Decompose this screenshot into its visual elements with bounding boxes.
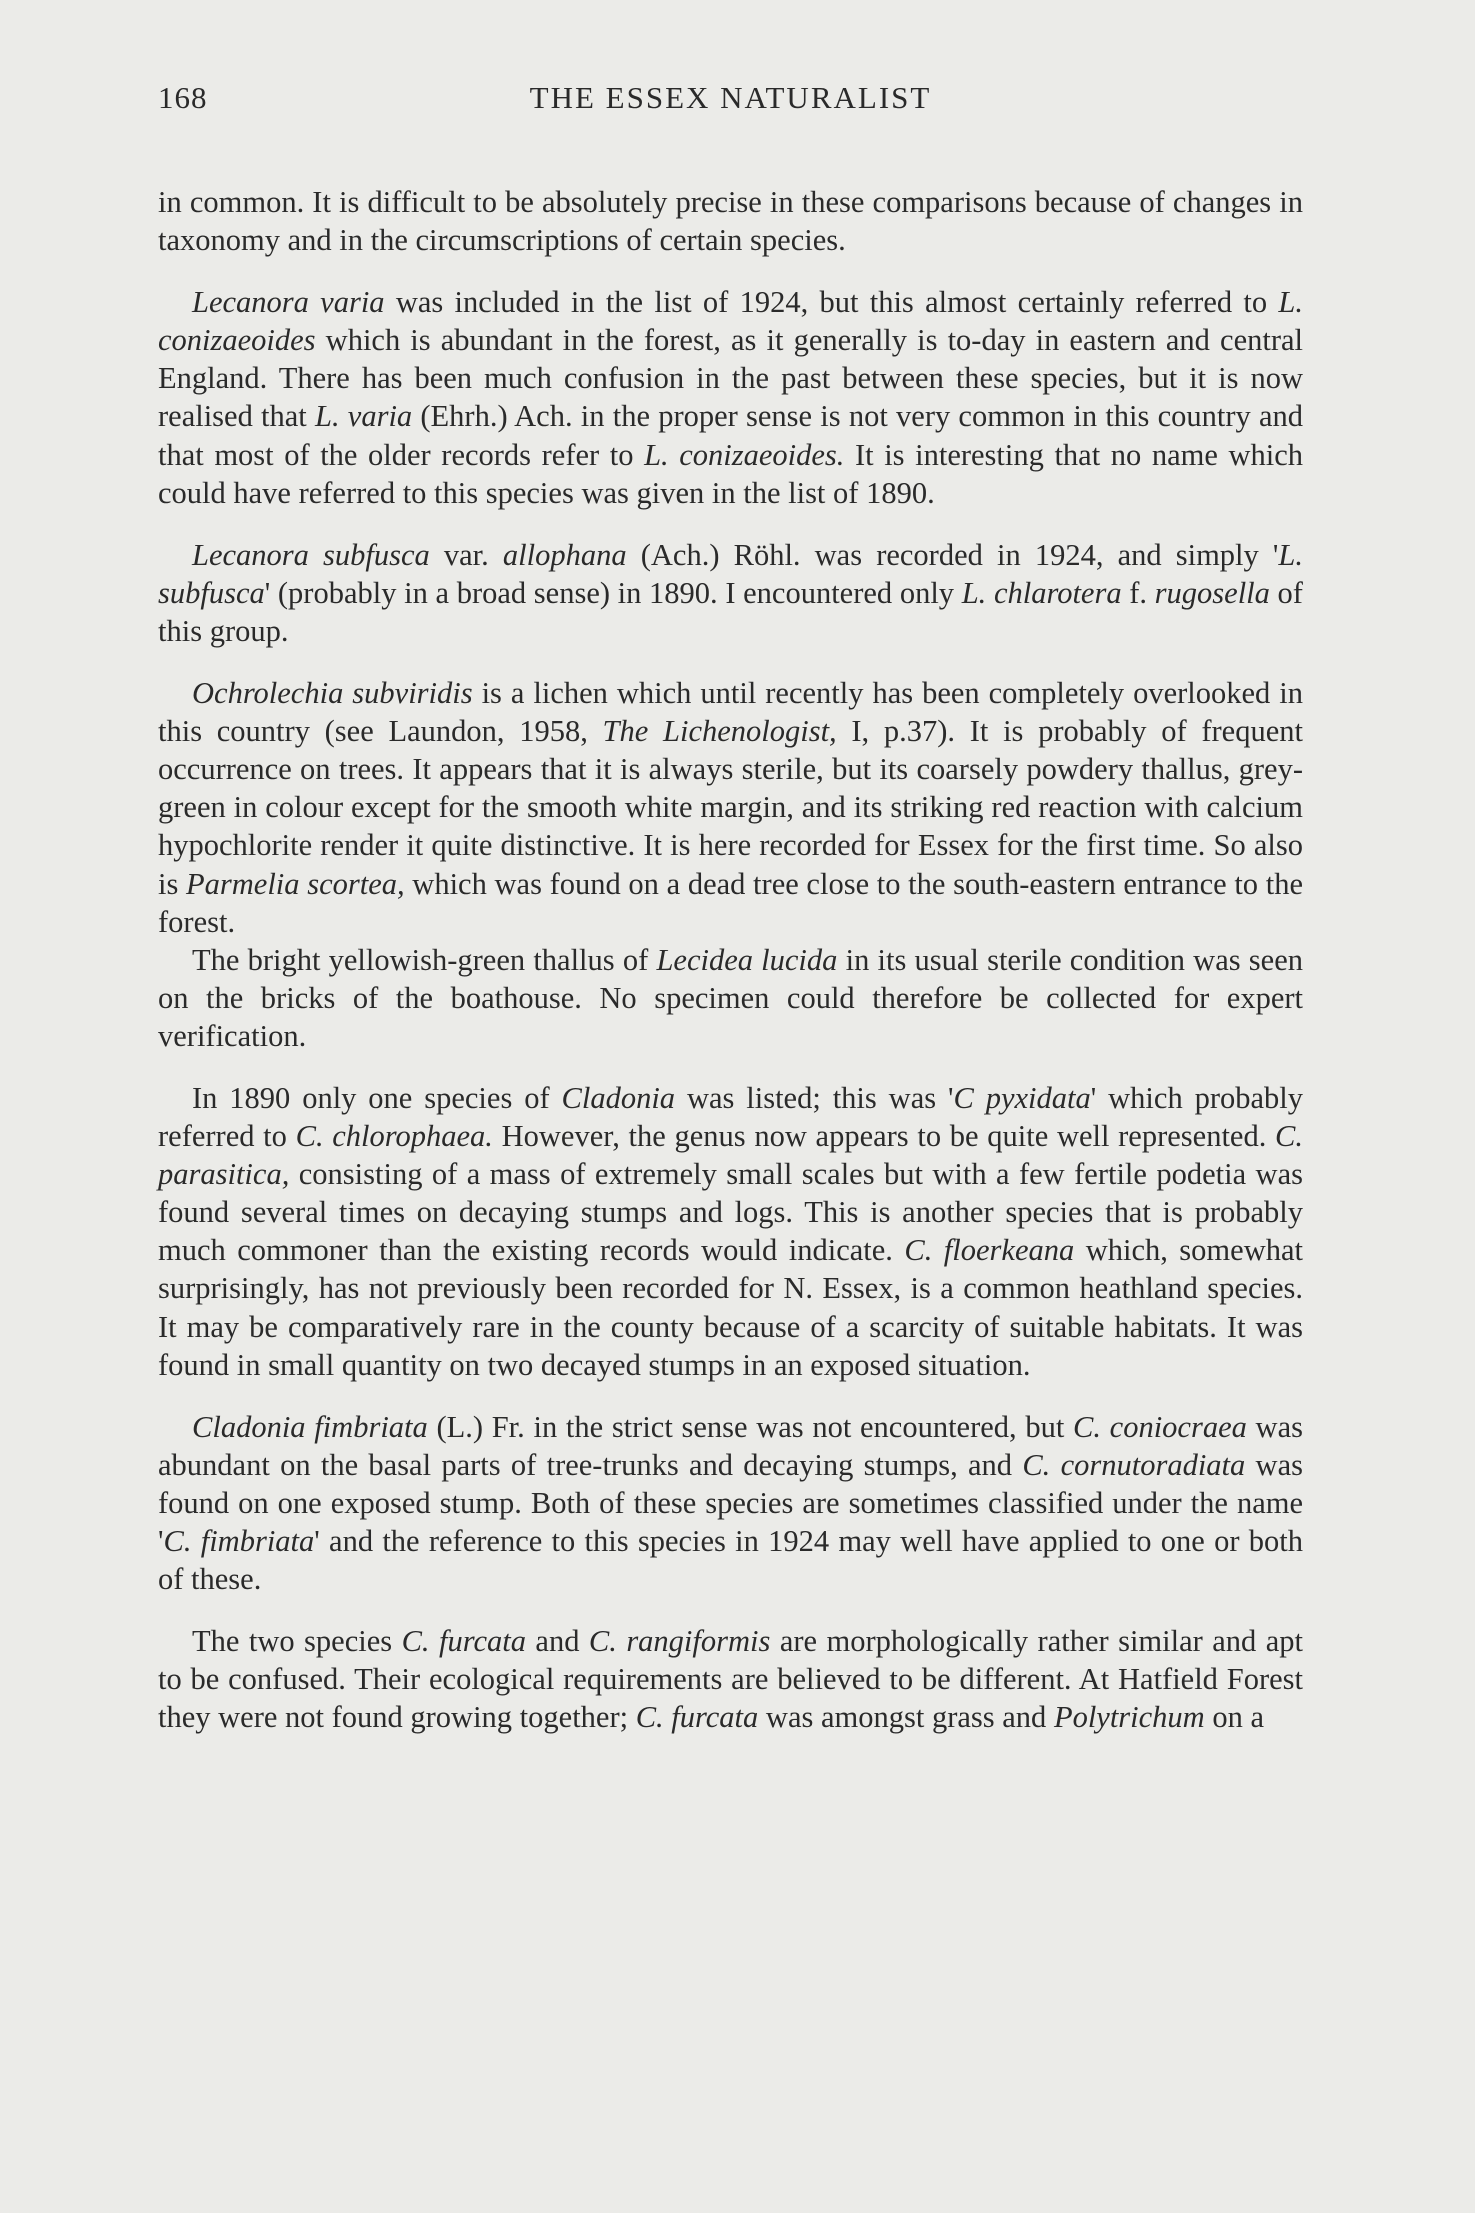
running-title: THE ESSEX NATURALIST <box>529 80 932 115</box>
text-run: consisting of a mass of extremely small scales but with a few fertile podetia was found several times on decaying stumps and logs. This is another species that is probably much commoner than the existing records would indicate. <box>158 1157 1303 1268</box>
italic-text: L. conizaeoides <box>158 285 1303 358</box>
text-run: (Ach.) Röhl. was recorded in 1924, and simply ' <box>626 537 1279 572</box>
text-run: on a <box>1204 1700 1265 1735</box>
text-run: was included in the list of 1924, but this almost certainly referred to <box>384 285 1279 320</box>
page-number: 168 <box>158 80 208 115</box>
text-run: I, p.37). It is probably of frequent occurrence on trees. It appears that it is always sterile, but its coarsely powdery thallus, grey-green in colour except for the smooth white margin, and its striking red reaction with calcium hypochlorite render it quite distinctive. It is here recorded for Essex for the first time. So also is <box>158 714 1303 901</box>
text-run: which is abundant in the forest, as it generally is to-day in eastern and central England. There has been much confusion in the past between these species, but it is now realised that <box>158 323 1303 434</box>
text-run: ' which probably referred to <box>158 1080 1303 1154</box>
text-run: and <box>525 1624 589 1659</box>
italic-text: C. furcata <box>401 1624 526 1659</box>
italic-text: Parmelia scortea, <box>186 866 405 901</box>
italic-text: Cladonia <box>561 1080 676 1115</box>
paragraph <box>158 1079 1303 1384</box>
italic-text: Lecanora varia <box>192 285 385 320</box>
italic-text: C. parasitica, <box>158 1119 1303 1192</box>
paragraph <box>158 183 1303 259</box>
paragraph <box>158 1408 1303 1598</box>
text-run: was listed; this was ' <box>675 1080 954 1115</box>
italic-text: C. floerkeana <box>904 1233 1075 1268</box>
italic-text: The Lichenologist, <box>602 714 837 749</box>
italic-text: Lecanora subfusca <box>192 537 430 572</box>
text-run: was found on one exposed stump. Both of these species are sometimes classified under the name ' <box>158 1447 1303 1558</box>
text-run: ' and the reference to this species in 1924 may well have applied to one or both of these. <box>158 1524 1303 1597</box>
text-run: It is interesting that no name which could have referred to this species was given in the list of 1890. <box>158 437 1304 510</box>
italic-text: C. chlorophaea. <box>295 1119 493 1154</box>
paragraph <box>158 674 1303 941</box>
paragraph <box>158 1622 1303 1736</box>
italic-text: C. coniocraea <box>1073 1409 1247 1444</box>
italic-text: Cladonia fimbriata <box>192 1409 428 1444</box>
text-run: which, somewhat surprisingly, has not previously been recorded for N. Essex, is a common heathland species. It may be comparatively rare in the county because of a scarcity of suitable habitats. It was found in small quantity on two decayed stumps in an exposed situation. <box>158 1233 1303 1382</box>
italic-text: L. varia <box>315 399 413 434</box>
italic-text: C. fimbriata <box>163 1524 315 1558</box>
paragraph <box>158 283 1303 512</box>
italic-text: C. rangiformis <box>588 1624 771 1659</box>
text-run: In 1890 only one species of <box>192 1080 562 1115</box>
text-run: (Ehrh.) Ach. in the proper sense is not very common in this country and that most of the older records refer to <box>158 399 1304 472</box>
text-run: was abundant on the basal parts of tree-trunks and decaying stumps, and <box>158 1409 1303 1482</box>
italic-text: C pyxidata <box>953 1080 1091 1115</box>
text-run: in its usual sterile condition was seen on the bricks of the boathouse. No specimen could therefore be collected for expert verification. <box>158 942 1303 1053</box>
italic-text: Lecidea lucida <box>656 942 838 977</box>
italic-text: Ochrolechia subviridis <box>192 676 473 711</box>
text-run: ' (probably in a broad sense) in 1890. I encountered only <box>264 575 962 610</box>
text-run: var. <box>429 537 503 572</box>
italic-text: L. conizaeoides. <box>644 437 845 472</box>
text-run: is a lichen which until recently has been completely overlooked in this country (see Laundon, 1958, <box>158 676 1303 749</box>
italic-text: L. subfusca <box>158 537 1303 610</box>
italic-text: Polytrichum <box>1053 1700 1205 1735</box>
text-run: of this group. <box>158 575 1303 648</box>
italic-text: L. chlarotera <box>961 575 1122 610</box>
text-run: are morphologically rather similar and apt to be confused. Their ecological requirements are believed to be different. At Hatfield Forest they were not found growing together; <box>158 1624 1303 1735</box>
text-run: (L.) Fr. in the strict sense was not encountered, but <box>427 1409 1074 1444</box>
text-run: The bright yellowish-green thallus of <box>192 942 657 977</box>
italic-text: allophana <box>502 537 627 572</box>
text-run: f. <box>1121 575 1155 610</box>
text-run: was amongst grass and <box>758 1700 1054 1735</box>
text-run: The two species <box>192 1624 402 1659</box>
text-run: However, the genus now appears to be quite well represented. <box>492 1119 1276 1154</box>
italic-text: C. cornutoradiata <box>1022 1447 1246 1482</box>
italic-text: C. furcata <box>635 1700 759 1735</box>
paragraph <box>158 941 1303 1055</box>
italic-text: rugosella <box>1154 575 1270 610</box>
article-body <box>158 183 1303 1736</box>
text-run: which was found on a dead tree close to the south-eastern entrance to the forest. <box>158 866 1303 939</box>
page-header <box>158 80 1303 120</box>
text-run: in common. It is difficult to be absolutely precise in these comparisons because of changes in taxonomy and in the circumscriptions of certain species. <box>158 185 1303 258</box>
paragraph <box>158 536 1303 650</box>
